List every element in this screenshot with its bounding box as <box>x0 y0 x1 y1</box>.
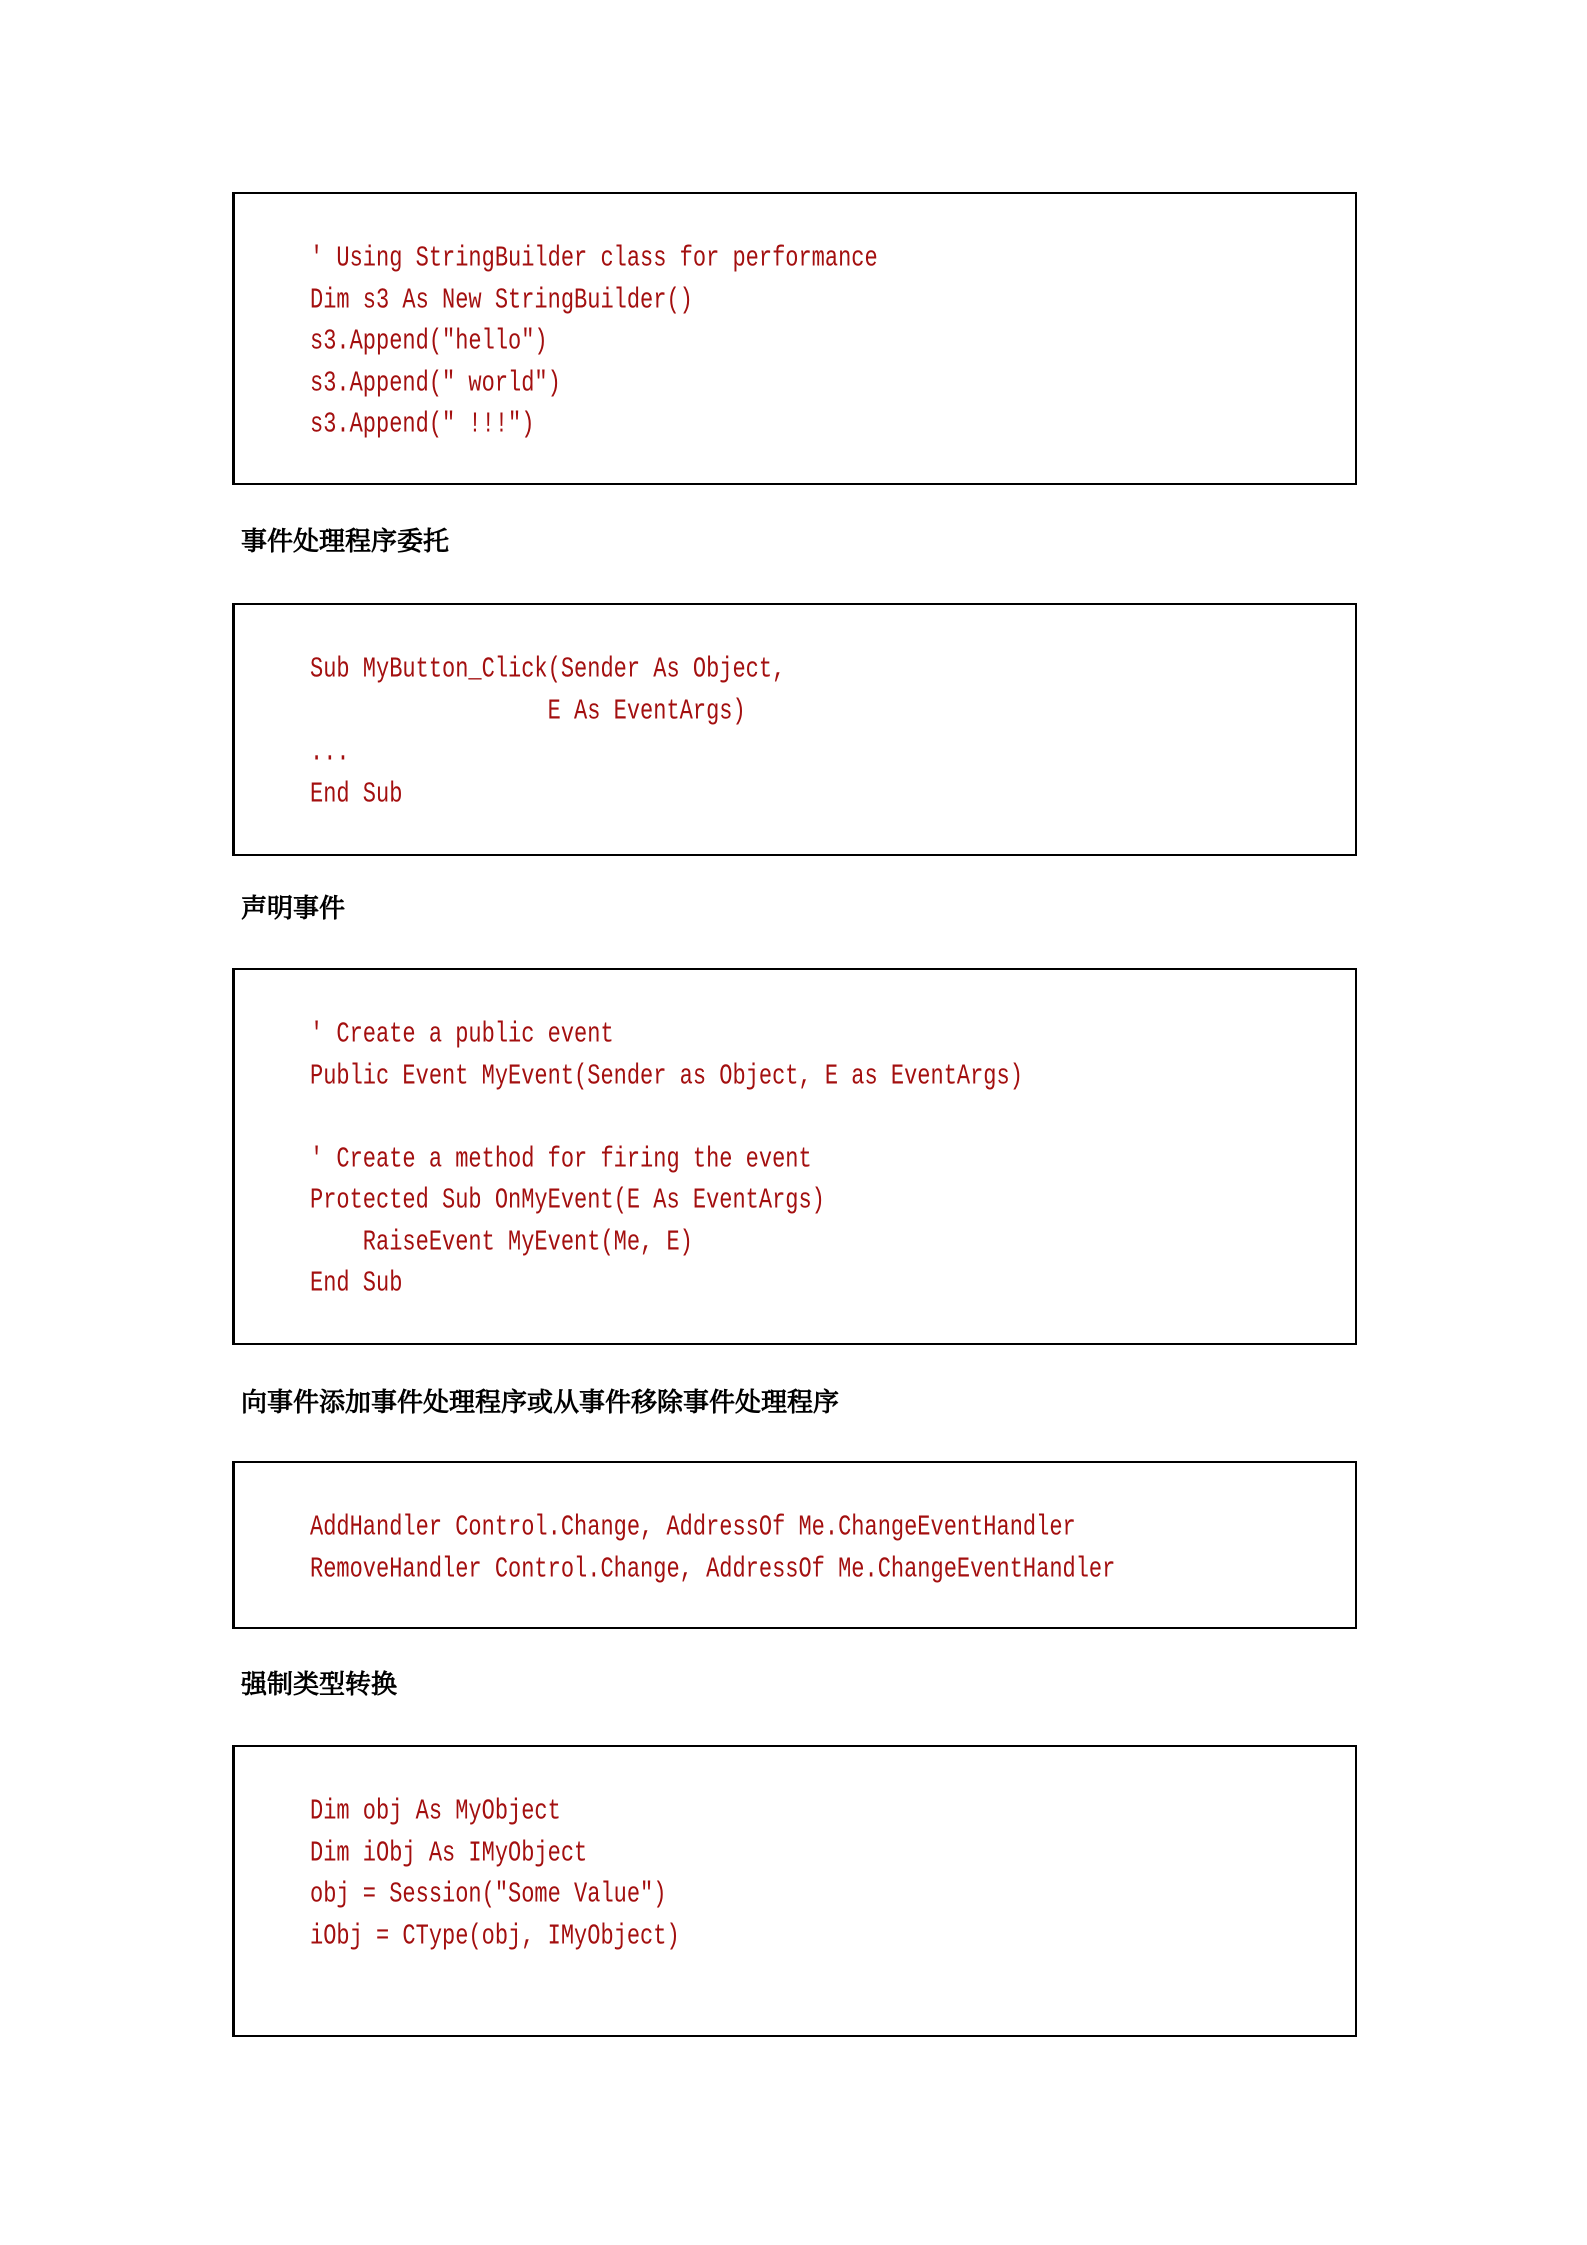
section-heading-declare-event: 声明事件 <box>241 894 346 924</box>
code-line: Dim obj As MyObject <box>310 1794 561 1828</box>
code-block-declare-event <box>232 968 1357 1345</box>
code-line: s3.Append(" !!!") <box>310 407 535 441</box>
code-line: Protected Sub OnMyEvent(E As EventArgs) <box>310 1183 825 1217</box>
code-line: Dim iObj As IMyObject <box>310 1836 588 1870</box>
code-block-stringbuilder <box>232 192 1357 485</box>
code-line: ' Create a public event <box>310 1017 614 1051</box>
code-line: AddHandler Control.Change, AddressOf Me.ChangeEventHandler <box>310 1510 1076 1544</box>
section-heading-event-handler-delegate: 事件处理程序委托 <box>241 527 450 557</box>
code-line: End Sub <box>310 777 403 811</box>
code-block-type-casting <box>232 1745 1357 2037</box>
code-line: iObj = CType(obj, IMyObject) <box>310 1919 680 1953</box>
section-heading-add-remove-handler: 向事件添加事件处理程序或从事件移除事件处理程序 <box>241 1388 840 1418</box>
code-line: E As EventArgs) <box>310 694 746 728</box>
code-line: ' Using StringBuilder class for performance <box>310 241 878 275</box>
code-line: obj = Session("Some Value") <box>310 1877 667 1911</box>
code-block-add-remove-handler <box>232 1461 1357 1629</box>
code-line: s3.Append(" world") <box>310 366 561 400</box>
code-line: Sub MyButton_Click(Sender As Object, <box>310 652 786 686</box>
code-line: End Sub <box>310 1266 403 1300</box>
section-heading-type-casting: 强制类型转换 <box>241 1670 398 1700</box>
code-line: RaiseEvent MyEvent(Me, E) <box>310 1225 693 1259</box>
code-line: s3.Append("hello") <box>310 324 548 358</box>
code-line: Public Event MyEvent(Sender as Object, E as EventArgs) <box>310 1059 1023 1093</box>
code-line: ' Create a method for firing the event <box>310 1142 812 1176</box>
code-line: RemoveHandler Control.Change, AddressOf Me.ChangeEventHandler <box>310 1552 1116 1586</box>
code-line: ... <box>310 735 350 769</box>
code-block-event-handler-delegate <box>232 603 1357 856</box>
code-line: Dim s3 As New StringBuilder() <box>310 283 693 317</box>
